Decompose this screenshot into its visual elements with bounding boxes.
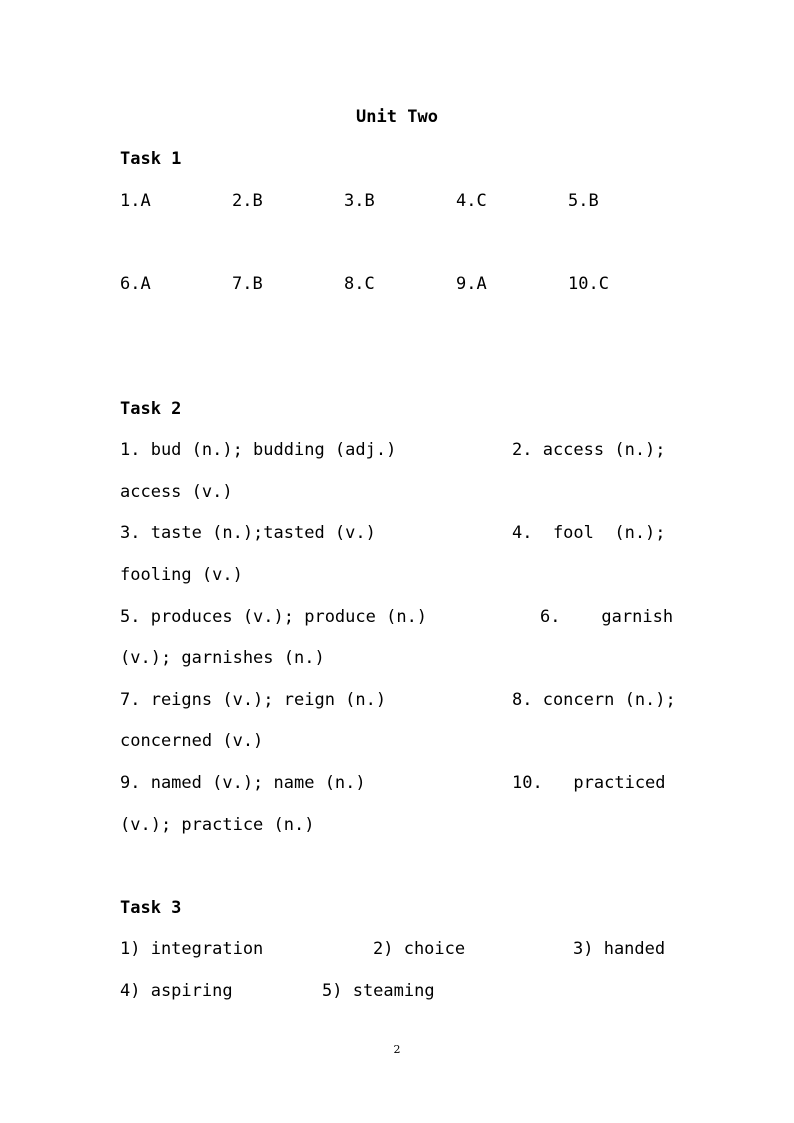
task1-answer: 7.B xyxy=(232,274,263,294)
task1-answer: 4.C xyxy=(456,191,487,211)
page-title: Unit Two xyxy=(356,107,438,127)
task1-answer: 5.B xyxy=(568,191,599,211)
task1-answer: 9.A xyxy=(456,274,487,294)
task1-heading: Task 1 xyxy=(120,149,182,169)
task1-answer: 8.C xyxy=(344,274,375,294)
task1-answer: 1.A xyxy=(120,191,151,211)
task2-item: 5. produces (v.); produce (n.) xyxy=(120,607,428,627)
task2-item: 7. reigns (v.); reign (n.) xyxy=(120,690,387,710)
task2-item-continued: (v.); garnishes (n.) xyxy=(120,648,325,668)
task2-item-continued: access (v.) xyxy=(120,482,233,502)
task2-item-continued: concerned (v.) xyxy=(120,731,264,751)
task2-item: 6. garnish xyxy=(540,607,674,627)
task1-answer: 10.C xyxy=(568,274,609,294)
task2-item: 3. taste (n.);tasted (v.) xyxy=(120,523,376,543)
task3-answer: 1) integration xyxy=(120,939,264,959)
page-number: 2 xyxy=(393,1043,401,1056)
task2-item: 8. concern (n.); xyxy=(512,690,676,710)
task3-answer: 4) aspiring xyxy=(120,981,233,1001)
task1-answer: 2.B xyxy=(232,191,263,211)
task3-heading: Task 3 xyxy=(120,898,182,918)
task2-heading: Task 2 xyxy=(120,399,182,419)
task2-item-continued: fooling (v.) xyxy=(120,565,243,585)
task2-item: 9. named (v.); name (n.) xyxy=(120,773,366,793)
task2-item-continued: (v.); practice (n.) xyxy=(120,815,315,835)
task2-item: 4. fool (n.); xyxy=(512,523,666,543)
task3-answer: 3) handed xyxy=(573,939,666,959)
task3-answer: 2) choice xyxy=(373,939,466,959)
task2-item: 10. practiced xyxy=(512,773,666,793)
task1-answer: 6.A xyxy=(120,274,151,294)
task3-answer: 5) steaming xyxy=(322,981,435,1001)
task2-item: 1. bud (n.); budding (adj.) xyxy=(120,440,397,460)
task1-answer: 3.B xyxy=(344,191,375,211)
task2-item: 2. access (n.); xyxy=(512,440,666,460)
